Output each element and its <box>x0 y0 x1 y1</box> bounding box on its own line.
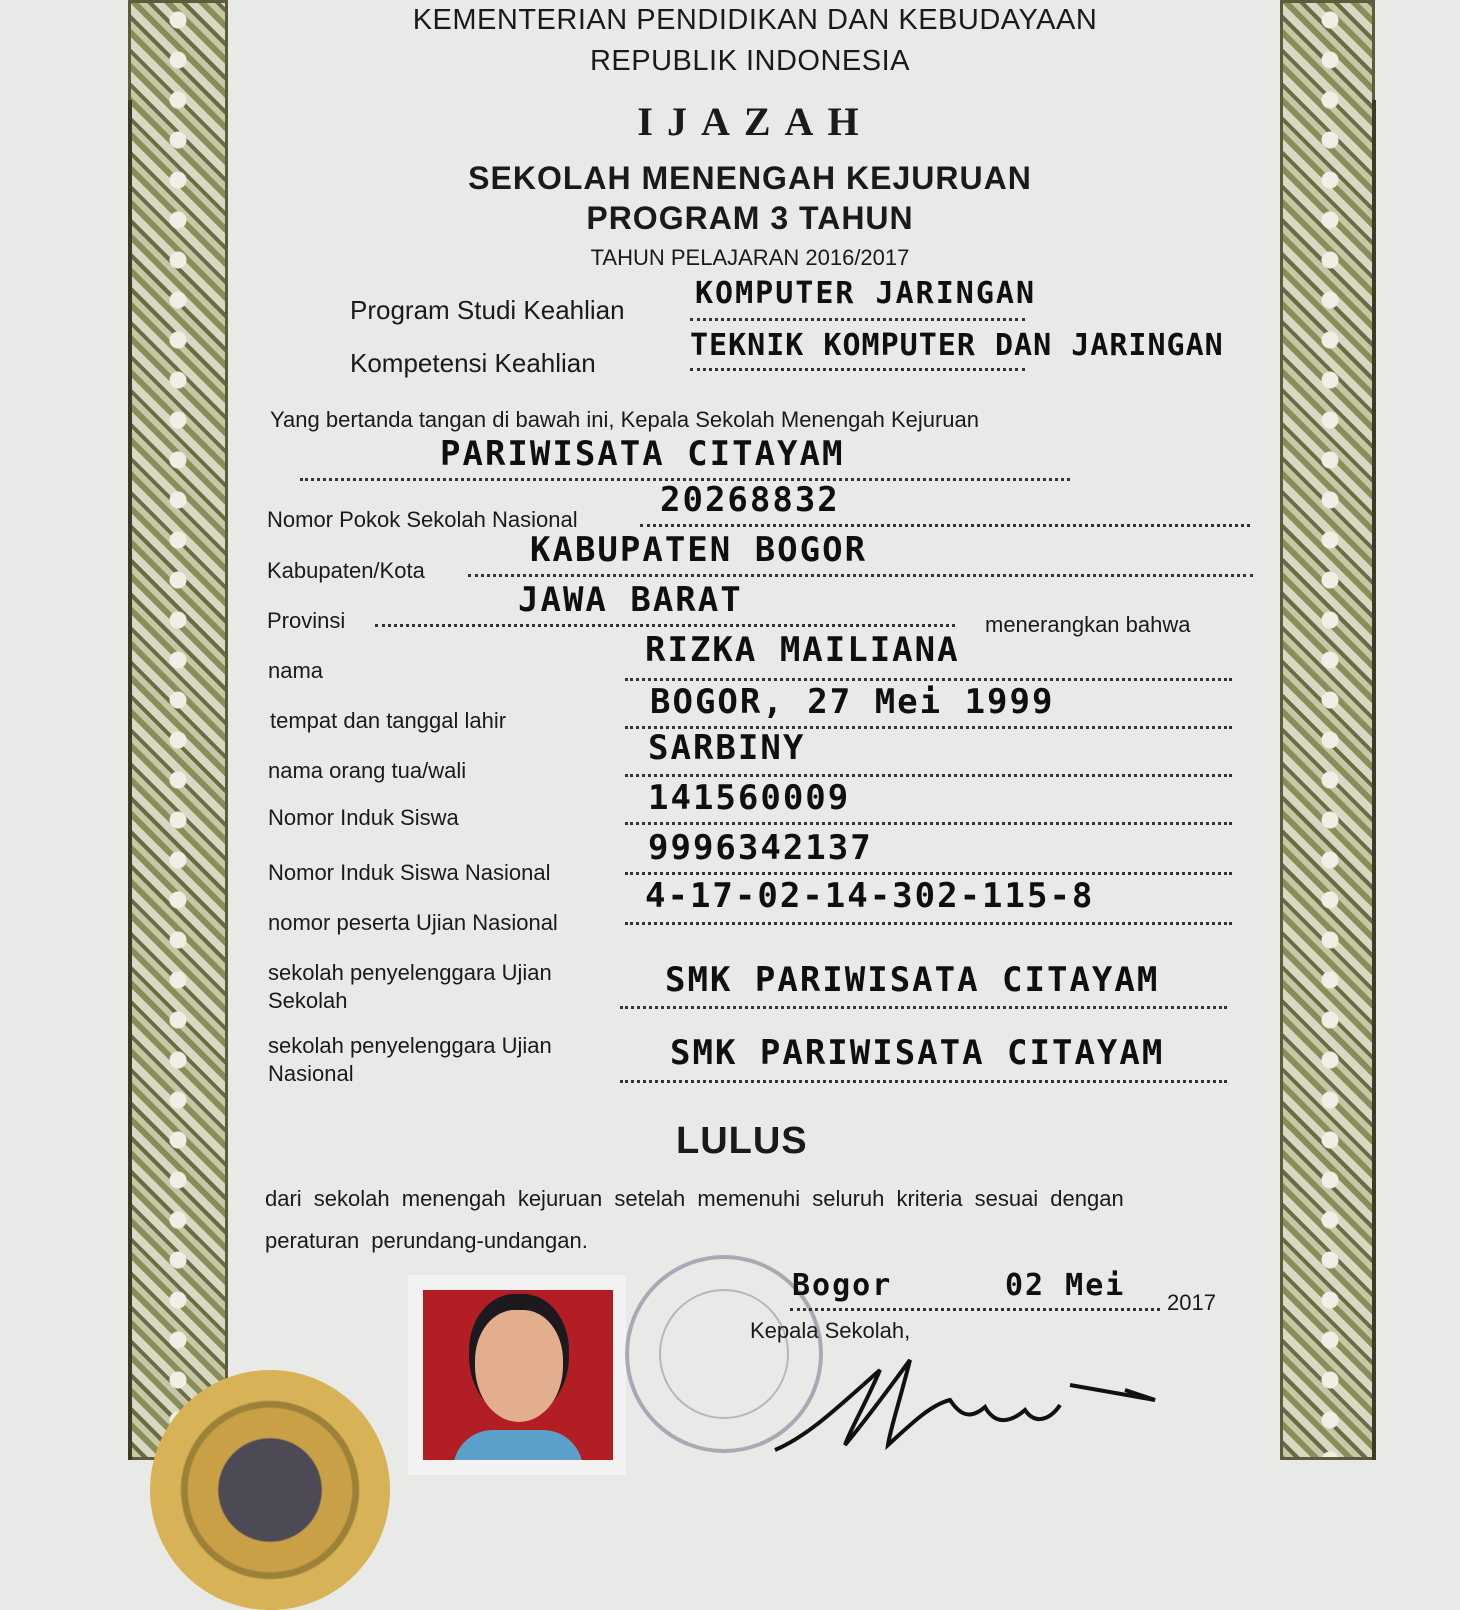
birth-value: BOGOR, 27 Mei 1999 <box>650 682 1055 722</box>
national-exam-value: SMK PARIWISATA CITAYAM <box>670 1033 1165 1073</box>
nis-value: 141560009 <box>648 778 851 818</box>
exam-number-value: 4-17-02-14-302-115-8 <box>645 876 1095 916</box>
nis-dotted-line <box>625 822 1232 825</box>
school-type-title: SEKOLAH MENENGAH KEJURUAN <box>468 160 1032 196</box>
parent-value: SARBINY <box>648 728 806 768</box>
school-exam-value: SMK PARIWISATA CITAYAM <box>665 960 1160 1000</box>
gold-seal-sticker <box>150 1370 390 1610</box>
npsn-label: Nomor Pokok Sekolah Nasional <box>267 507 578 532</box>
competence-label: Kompetensi Keahlian <box>350 348 596 378</box>
province-dotted-line <box>375 624 955 627</box>
student-photo <box>423 1290 613 1460</box>
program-label: Program Studi Keahlian <box>350 295 625 325</box>
name-label: nama <box>268 658 324 683</box>
province-value: JAWA BARAT <box>518 580 743 620</box>
result-text-line2: peraturan perundang-undangan. <box>265 1228 588 1253</box>
competence-dotted-line <box>690 368 1025 371</box>
npsn-value: 20268832 <box>660 480 840 520</box>
border-edge-left <box>128 100 132 1460</box>
signing-year: 2017 <box>1167 1290 1216 1315</box>
graduation-status: LULUS <box>676 1120 808 1162</box>
parent-label: nama orang tua/wali <box>268 758 467 783</box>
nisn-value: 9996342137 <box>648 828 873 868</box>
regency-dotted-line <box>468 574 1253 577</box>
competence-value: TEKNIK KOMPUTER DAN JARINGAN <box>690 328 1224 363</box>
photo-shirt <box>453 1430 583 1460</box>
signing-date: 02 Mei <box>1005 1268 1126 1303</box>
principal-role: Kepala Sekolah, <box>750 1318 911 1343</box>
regency-value: KABUPATEN BOGOR <box>530 530 868 570</box>
school-exam-label-line1: sekolah penyelenggara Ujian <box>268 960 552 985</box>
photo-face <box>475 1310 563 1422</box>
national-exam-label-line2: Nasional <box>268 1061 354 1086</box>
npsn-dotted-line <box>640 524 1250 527</box>
principal-signature <box>770 1345 1170 1460</box>
nis-label: Nomor Induk Siswa <box>268 805 459 830</box>
birth-label: tempat dan tanggal lahir <box>270 708 507 733</box>
document-title: IJAZAH <box>637 99 873 144</box>
school-exam-label-line2: Sekolah <box>268 988 348 1013</box>
name-dotted-line <box>625 678 1232 681</box>
border-edge-right <box>1372 100 1376 1460</box>
province-label: Provinsi <box>267 608 346 633</box>
regency-label: Kabupaten/Kota <box>267 558 425 583</box>
country-title: REPUBLIK INDONESIA <box>589 45 911 77</box>
program-value: KOMPUTER JARINGAN <box>695 276 1037 311</box>
intro-text: Yang bertanda tangan di bawah ini, Kepala Sekolah Menengah Kejuruan <box>270 407 980 432</box>
result-text-line1: dari sekolah menengah kejuruan setelah memenuhi seluruh kriteria sesuai dengan <box>265 1186 1124 1211</box>
signing-place: Bogor <box>792 1268 893 1303</box>
national-exam-dotted-line <box>620 1080 1227 1083</box>
signature-stroke <box>775 1360 1060 1450</box>
exam-number-label: nomor peserta Ujian Nasional <box>268 910 558 935</box>
school-name-value: PARIWISATA CITAYAM <box>440 434 845 474</box>
program-title: PROGRAM 3 TAHUN <box>586 200 914 236</box>
declares-text: menerangkan bahwa <box>985 612 1191 637</box>
school-exam-dotted-line <box>620 1006 1227 1009</box>
program-dotted-line <box>690 318 1025 321</box>
parent-dotted-line <box>625 774 1232 777</box>
national-exam-label-line1: sekolah penyelenggara Ujian <box>268 1033 552 1058</box>
signature-arrow <box>1070 1385 1155 1400</box>
name-value: RIZKA MAILIANA <box>645 630 960 670</box>
nisn-dotted-line <box>625 872 1232 875</box>
academic-year: TAHUN PELAJARAN 2016/2017 <box>590 245 910 270</box>
signing-date-dotted-line <box>790 1308 1160 1311</box>
ministry-title: KEMENTERIAN PENDIDIKAN DAN KEBUDAYAAN <box>412 4 1098 36</box>
nisn-label: Nomor Induk Siswa Nasional <box>268 860 551 885</box>
exam-number-dotted-line <box>625 922 1232 925</box>
